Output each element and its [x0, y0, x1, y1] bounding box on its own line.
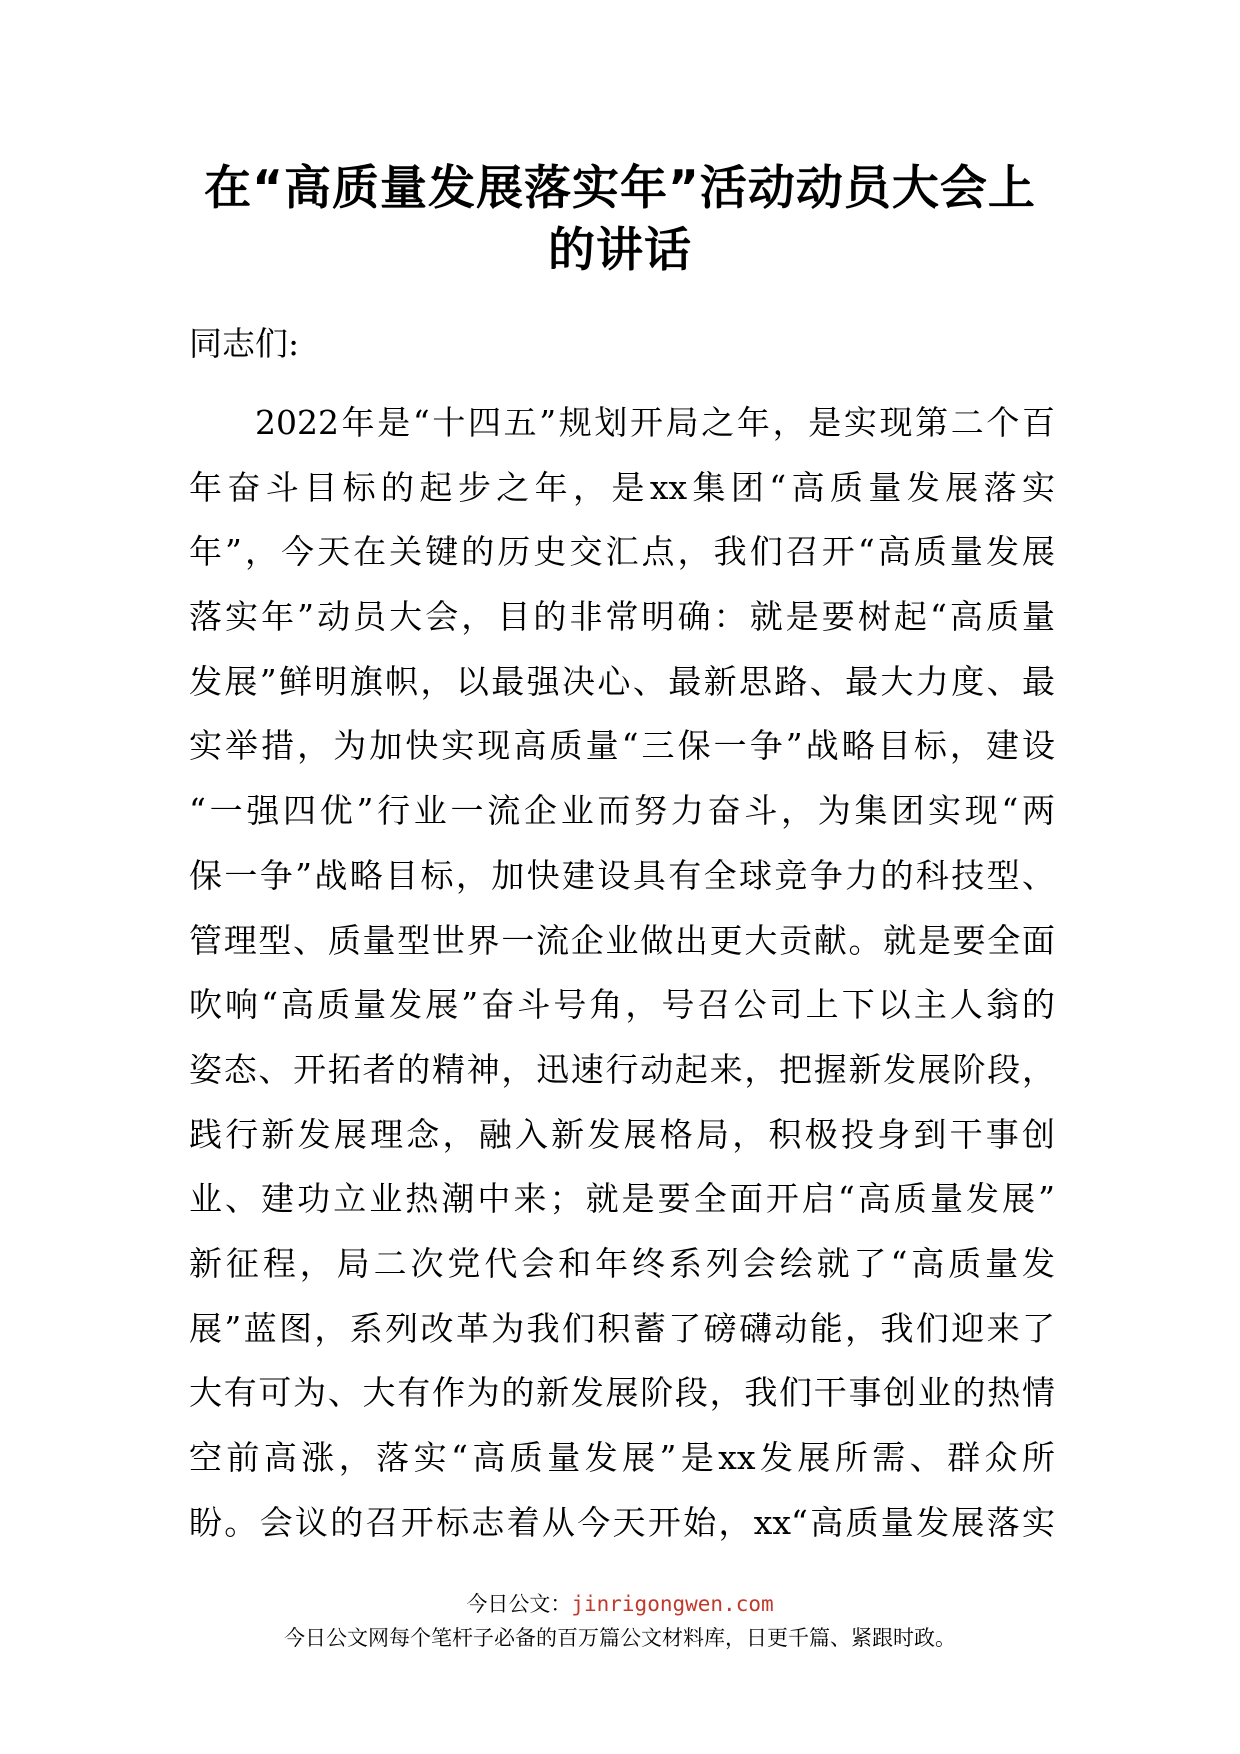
body-line: 年奋斗目标的起步之年，是xx集团“高质量发展落实	[189, 467, 1055, 507]
body-line: 空前高涨，落实“高质量发展”是xx发展所需、群众所	[189, 1438, 1055, 1477]
body-line: 业、建功立业热潮中来；就是要全面开启“高质量发展”	[189, 1179, 1055, 1219]
footer-site-url[interactable]: jinrigongwen.com	[571, 1592, 774, 1616]
body-line: 姿态、开拓者的精神，迅速行动起来，把握新发展阶段，	[189, 1049, 1055, 1089]
salutation: 同志们:	[189, 324, 300, 363]
footer-site-label: 今日公文：	[466, 1592, 572, 1616]
body-paragraph	[189, 391, 1055, 1555]
body-line: 管理型、质量型世界一流企业做出更大贡献。就是要全面	[189, 920, 1055, 960]
body-line: 大有可为、大有作为的新发展阶段，我们干事创业的热情	[189, 1373, 1055, 1413]
body-line: 发展”鲜明旗帜，以最强决心、最新思路、最大力度、最	[189, 661, 1055, 701]
body-line: 落实年”动员大会，目的非常明确：就是要树起“高质量	[189, 597, 1055, 637]
body-line: 盼。会议的召开标志着从今天开始，xx“高质量发展落实	[189, 1502, 1055, 1542]
body-line: 2022年是“十四五”规划开局之年，是实现第二个百	[255, 403, 1055, 442]
body-line: 新征程，局二次党代会和年终系列会绘就了“高质量发	[189, 1243, 1055, 1283]
body-line: 年”，今天在关键的历史交汇点，我们召开“高质量发展	[189, 532, 1055, 572]
footer-slogan: 今日公文网每个笔杆子必备的百万篇公文材料库，日更千篇、紧跟时政。	[284, 1626, 956, 1650]
document-title-line-1: 在“高质量发展落实年”活动动员大会上	[204, 161, 1036, 216]
body-line: “一强四优”行业一流企业而努力奋斗，为集团实现“两	[189, 791, 1055, 831]
document-title-line-2: 的讲话	[548, 223, 692, 278]
body-line: 展”蓝图，系列改革为我们积蓄了磅礴动能，我们迎来了	[189, 1308, 1055, 1348]
body-line: 吹响“高质量发展”奋斗号角，号召公司上下以主人翁的	[189, 985, 1055, 1025]
body-line: 实举措，为加快实现高质量“三保一争”战略目标，建设	[189, 726, 1055, 766]
body-line: 践行新发展理念，融入新发展格局，积极投身到干事创	[189, 1114, 1055, 1154]
body-line: 保一争”战略目标，加快建设具有全球竞争力的科技型、	[189, 855, 1055, 895]
footer-site	[0, 1590, 1240, 1618]
